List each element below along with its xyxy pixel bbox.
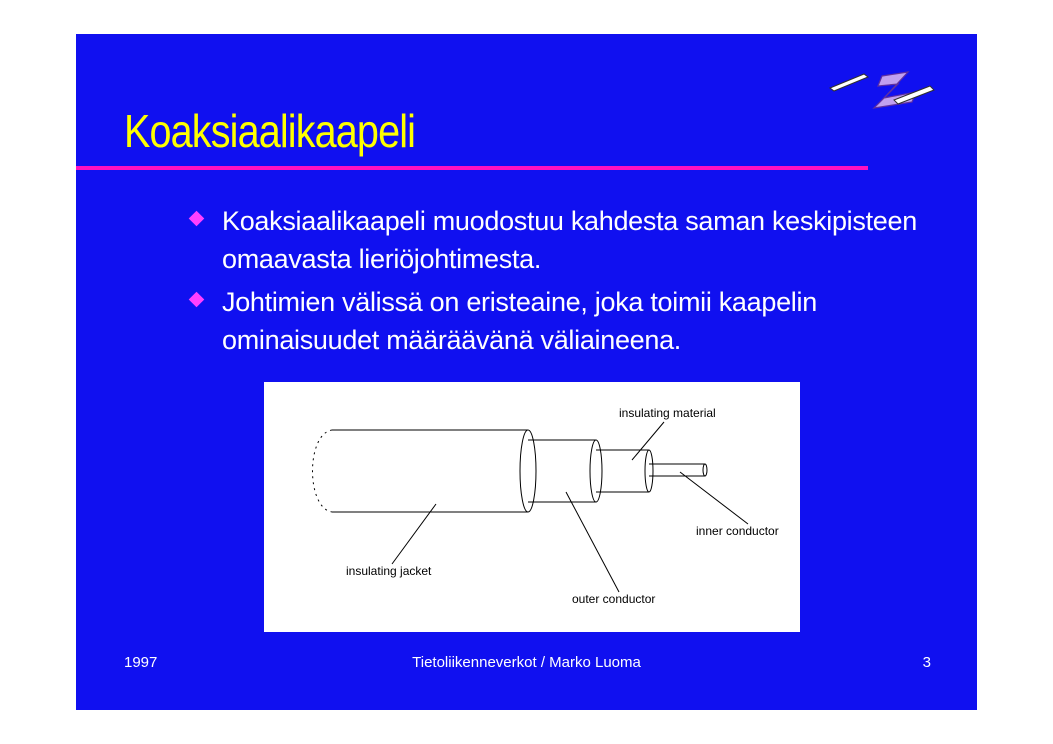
footer-course: Tietoliikenneverkot / Marko Luoma (412, 654, 641, 671)
title-divider (76, 166, 868, 170)
bullet-item (186, 283, 926, 359)
outer-conductor-face (590, 440, 602, 502)
logo-icon (824, 68, 940, 114)
label-inner-conductor: inner conductor (696, 524, 779, 538)
diamond-bullet-icon (189, 211, 205, 227)
insulator-face (645, 450, 653, 492)
footer-year: 1997 (124, 654, 158, 671)
jacket-left-end (313, 430, 333, 512)
leader-inner-conductor (680, 472, 748, 524)
diamond-bullet-icon (189, 292, 205, 308)
leader-insulating-jacket (392, 504, 436, 564)
leader-outer-conductor (566, 492, 619, 592)
label-insulating-jacket: insulating jacket (346, 564, 432, 578)
bullet-item (186, 202, 926, 278)
bullet-text: Koaksiaalikaapeli muodostuu kahdesta saman keskipisteen omaavasta lieriöjohtimesta. (222, 206, 917, 274)
jacket-face (520, 430, 536, 512)
bullet-text: Johtimien välissä on eristeaine, joka toimii kaapelin ominaisuudet määräävänä väliaineena. (222, 287, 817, 355)
coax-cable-diagram (264, 382, 800, 632)
leader-insulating-material (632, 422, 664, 460)
slide-title: Koaksiaalikaapeli (124, 105, 416, 157)
coax-cable-drawing (264, 382, 800, 632)
inner-conductor-face (703, 464, 707, 476)
footer-page-number: 3 (922, 654, 931, 671)
bullet-list (186, 202, 926, 364)
slide (76, 34, 977, 710)
label-insulating-material: insulating material (619, 406, 716, 420)
label-outer-conductor: outer conductor (572, 592, 656, 606)
